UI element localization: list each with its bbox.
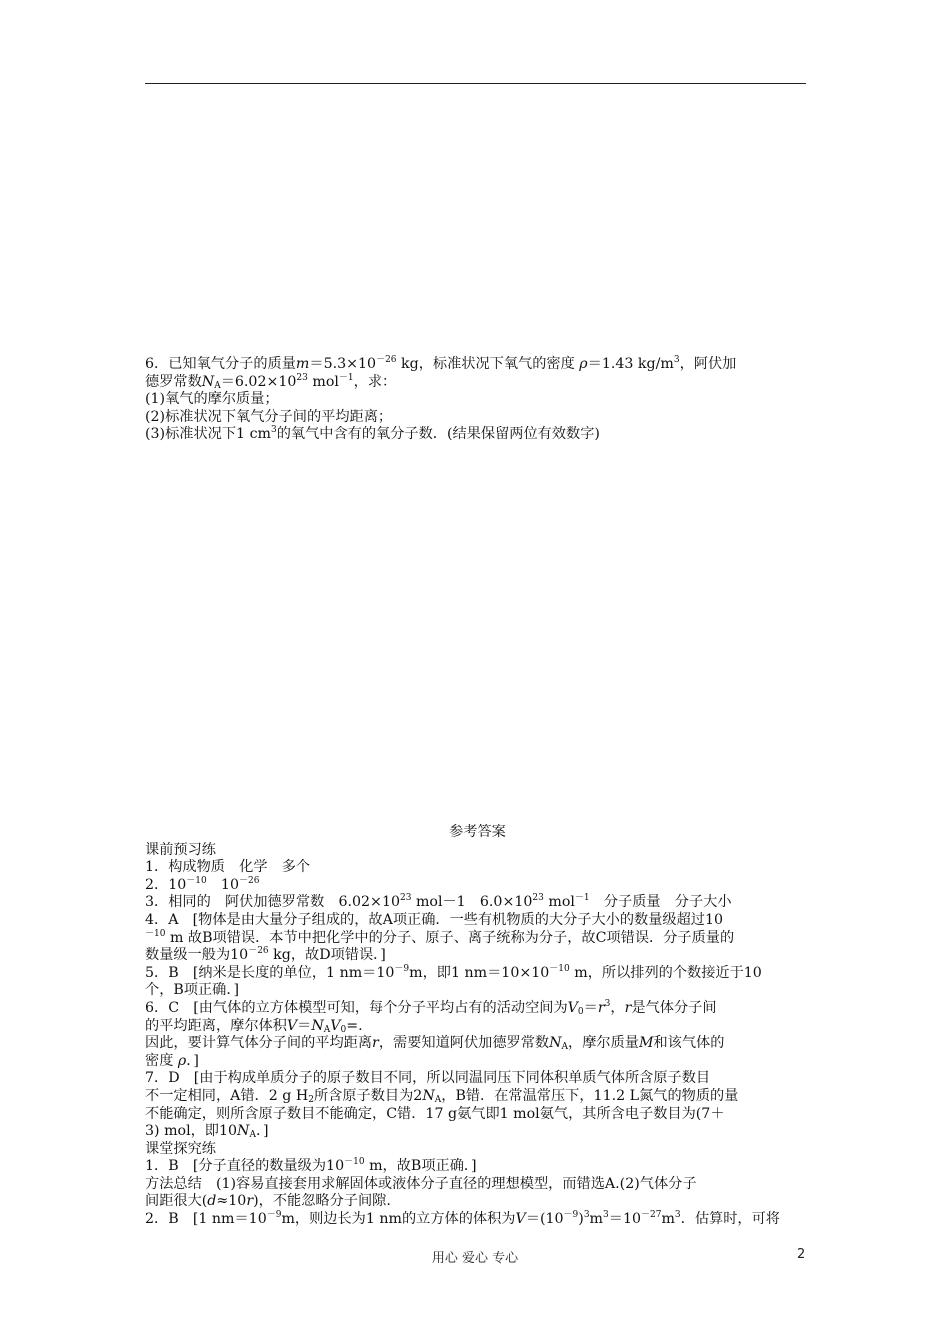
- answer-1: 1．构成物质 化学 多个: [145, 859, 311, 876]
- section-heading-classroom: 课堂探究练: [145, 1140, 216, 1157]
- page-number: 2: [797, 1247, 806, 1262]
- answer-7-line-3: 不能确定，则所含原子数目不能确定，C错．17 g氨气即1 mol氨气，其所含电子数目为(7＋: [145, 1105, 725, 1122]
- question-part-2: (2)标准状况下氧气分子间的平均距离；: [145, 408, 393, 425]
- question-6: [145, 356, 810, 444]
- answer-6-line-3: 因此，要计算气体分子间的平均距离r，需要知道阿伏加德罗常数$N_A$，摩尔质量M和该气体的: [145, 1035, 725, 1053]
- answer-3: 3．相同的 阿伏加德罗常数 $6.02\times 10^{23}$ mol－1 $6.0\times 10^{23}$ mol$^{-1}$ 分子质量 分子大小: [145, 893, 732, 911]
- classroom-answer-1: 1．B [分子直径的数量级为$10^{-10}$ m，故B项正确．]: [145, 1157, 477, 1175]
- section-heading-preview: 课前预习练: [145, 841, 216, 858]
- question-line-1: 6．已知氧气分子的质量$m=5.3\times 10^{-26}$ kg，标准状况下氧气的密度 ρ＝1.43 $kg/m^3$，阿伏加: [145, 355, 737, 372]
- question-part-3: (3)标准状况下1 $cm^3$的氧气中含有的氧分子数．(结果保留两位有效数字): [145, 425, 600, 443]
- answer-7-line-4: 3) mol，即$10N_A$．]: [145, 1123, 269, 1141]
- question-part-1: (1)氧气的摩尔质量；: [145, 391, 279, 408]
- question-line-2: 德罗常数$N_A=6.02\times 10^{23}$ mol$^{-1}$，求：: [145, 372, 397, 391]
- method-summary-line-1: 方法总结 (1)容易直接套用求解固体或液体分子直径的理想模型，而错选A.(2)气体分子: [145, 1175, 697, 1192]
- answer-5-line-1: 5．B [纳米是长度的单位，1 $nm=10^{-9}m$，即1 $nm=10\times 10^{-10}$ m，所以排列的个数接近于10: [145, 963, 762, 981]
- answer-6-line-2: 的平均距离，摩尔体积$V=N_AV_0=$.: [145, 1017, 363, 1035]
- classroom-answer-2: 2．B [1 $nm=10^{-9}m$，则边长为1 nm的立方体的体积为$V=(10^{-9})^3m^3=10^{-27}m^3$．估算时，可将: [145, 1210, 780, 1228]
- answer-4-line-2: $^{-10}$ m 故B项错误．本节中把化学中的分子、原子、离子统称为分子，故C项错误．分子质量的: [145, 928, 735, 946]
- answer-4-line-3: 数量级一般为$10^{-26}$ kg，故D项错误．]: [145, 946, 386, 964]
- answer-5-line-2: 个，B项正确．]: [145, 982, 239, 999]
- header-rule: [145, 83, 806, 84]
- answer-6-line-1: 6．C [由气体的立方体模型可知，每个分子平均占有的活动空间为$V_0=r^3$，r是气体分子间: [145, 998, 717, 1017]
- footer-slogan: 用心 爱心 专心: [431, 1251, 519, 1266]
- answers-section: [145, 824, 810, 1229]
- answer-6-line-4: 密度 ρ．]: [145, 1052, 199, 1069]
- answers-title: 参考答案: [449, 824, 506, 840]
- answer-7-line-1: 7．D [由于构成单质分子的原子数目不同，所以同温同压下同体积单质气体所含原子数目: [145, 1070, 711, 1087]
- method-summary-line-2: 间距很大(d≈10r)，不能忽略分子间隙.: [145, 1193, 391, 1210]
- answer-7-line-2: 不一定相同，A错．2 g $H_2$所含原子数目为$2N_A$，B错．在常温常压下，11.2 L氮气的物质的量: [145, 1087, 739, 1105]
- answer-4-line-1: 4．A [物体是由大量分子组成的，故A项正确．一些有机物质的大分子大小的数量级超过10: [145, 911, 724, 928]
- answer-2: 2．$10^{-10}$ $10^{-26}$: [145, 875, 260, 893]
